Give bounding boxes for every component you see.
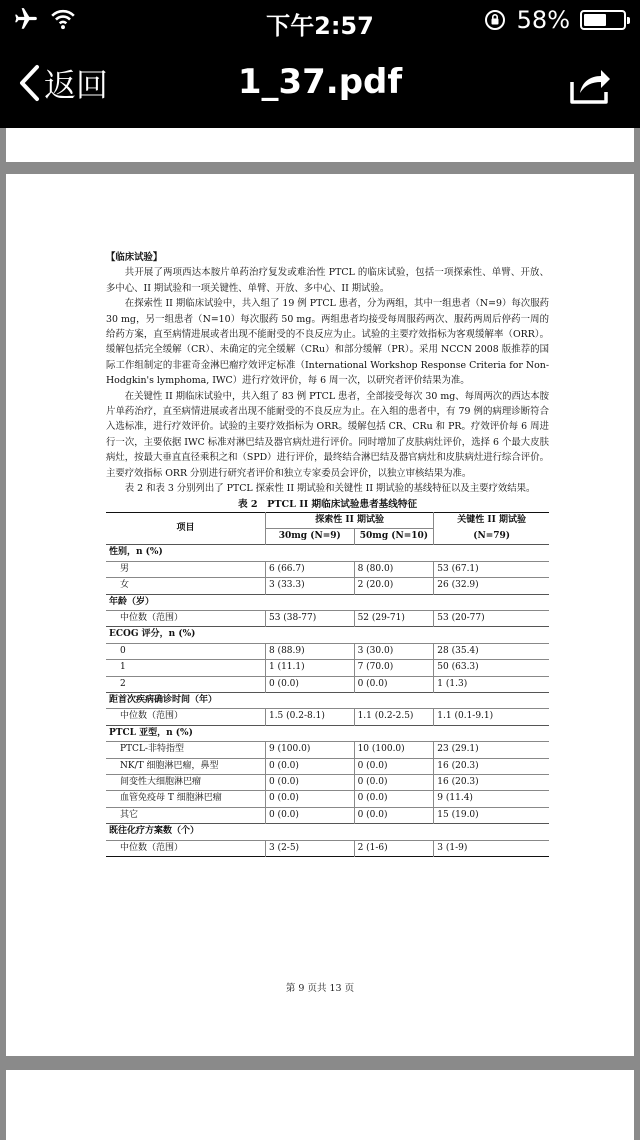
table-cell: NK/T 细胞淋巴瘤，鼻型 (106, 758, 265, 774)
section-title: PTCL 亚型，n (%) (106, 725, 549, 741)
table-cell: 6 (66.7) (265, 561, 354, 577)
table-cell: 1 (11.1) (265, 660, 354, 676)
table-cell: 53 (38-77) (265, 610, 354, 626)
table-cell: 女 (106, 578, 265, 594)
previous-page[interactable] (6, 128, 634, 162)
table-cell: 0 (0.0) (354, 775, 434, 791)
table-row (106, 807, 549, 823)
table-cell: 1.5 (0.2-8.1) (265, 709, 354, 725)
table-row (106, 775, 549, 791)
col-header-explore: 探索性 II 期试验 (265, 512, 433, 528)
table-row (106, 578, 549, 594)
col-header-key-n: (N=79) (434, 528, 549, 544)
table-row (106, 643, 549, 659)
status-bar (0, 0, 640, 40)
table-cell: 其它 (106, 807, 265, 823)
section-title: 距首次疾病确诊时间（年） (106, 692, 549, 708)
table-cell: 3 (1-9) (434, 840, 549, 856)
table-cell: 中位数（范围） (106, 709, 265, 725)
nav-bar (0, 40, 640, 128)
battery-icon (580, 10, 626, 30)
table-cell: 0 (0.0) (265, 791, 354, 807)
table-cell: 0 (0.0) (265, 775, 354, 791)
paragraph: 在探索性 II 期临床试验中，共入组了 19 例 PTCL 患者，分为两组，其中一组患者（N=9）每次服药 30 mg，另一组患者（N=10）每次服药 50 mg。两组患者均接受每周服药两次、服药两周后停药一周的给药方案，直至病情进展或者出现不能耐受的不良反应为止。试验的主要疗效指标为客观缓解率（ORR）。缓解包括完全缓解（CR）、未确定的完全缓解（CRu）和部分缓解（PR）。采用 NCCN 2008 版推荐的国际工作组制定的非霍奇金淋巴瘤疗效评定标准（International Workshop Response Criteria for Non-Hodgkin's lymphoma, IWC）进行疗效评价，每 6 周一次，以研究者评价结果为准。 (106, 298, 549, 387)
section-title: ECOG 评分，n (%) (106, 627, 549, 643)
table-cell: 3 (33.3) (265, 578, 354, 594)
table-cell: 50 (63.3) (434, 660, 549, 676)
section-heading: 【临床试验】 (106, 252, 163, 263)
page-footer: 第 9 页共 13 页 (285, 983, 355, 994)
pdf-page[interactable] (6, 174, 634, 1056)
battery-percent: 58% (516, 6, 570, 34)
paragraph: 在关键性 II 期临床试验中，共入组了 83 例 PTCL 患者，全部接受每次 30 mg、每周两次的西达本胺片单药治疗，直至病情进展或者出现不能耐受的不良反应为止。在入组的患者中，有 79 例的病理诊断符合入选标准，进行疗效评价。试验的主要疗效指标为 ORR。缓解包括 CR、CRu 和 PR。疗效评价每 6 周进行一次，主要依据 IWC 标准对淋巴结及器官病灶进行评价。同时增加了皮肤病灶评价，选择 6 个最大皮肤病灶，按最大垂直直径乘积之和（SPD）进行评价，最终结合淋巴结及器官病灶和皮肤病灶进行综合评价。主要疗效指标 ORR 分别进行研究者评价和独立专家委员会评价，以独立审核结果为准。 (106, 390, 549, 479)
table-section-row (106, 594, 549, 610)
table-cell: 52 (29-71) (354, 610, 434, 626)
table-cell: 9 (100.0) (265, 742, 354, 758)
table-caption: 表 2 PTCL II 期临床试验患者基线特征 (237, 498, 418, 510)
table-cell: 血管免疫母 T 细胞淋巴瘤 (106, 791, 265, 807)
share-icon[interactable] (568, 62, 612, 106)
table-cell: 0 (0.0) (265, 676, 354, 692)
col-header-item: 项目 (176, 522, 195, 533)
table-cell: 0 (0.0) (354, 676, 434, 692)
table-row (106, 676, 549, 692)
table-cell: 0 (0.0) (354, 807, 434, 823)
table-cell: 16 (20.3) (434, 775, 549, 791)
table-row (106, 791, 549, 807)
next-page[interactable] (6, 1070, 634, 1140)
table-cell: 0 (106, 643, 265, 659)
col-header-key: 关键性 II 期试验 (434, 512, 549, 528)
table-cell: 中位数（范围） (106, 840, 265, 856)
col-header-50mg: 50mg (N=10) (354, 528, 434, 544)
table-cell: 1 (106, 660, 265, 676)
table-cell: 0 (0.0) (354, 791, 434, 807)
table-cell: 8 (88.9) (265, 643, 354, 659)
rotation-lock-icon (483, 8, 507, 32)
table-cell: 男 (106, 561, 265, 577)
table-cell: 0 (0.0) (265, 807, 354, 823)
table-cell: 23 (29.1) (434, 742, 549, 758)
table-section-row (106, 692, 549, 708)
table-cell: 1.1 (0.1-9.1) (434, 709, 549, 725)
table-cell: 8 (80.0) (354, 561, 434, 577)
table-cell: PTCL-非特指型 (106, 742, 265, 758)
table-cell: 15 (19.0) (434, 807, 549, 823)
table-cell: 3 (2-5) (265, 840, 354, 856)
table-row (106, 660, 549, 676)
paragraph: 共开展了两项西达本胺片单药治疗复发或难治性 PTCL 的临床试验，包括一项探索性、单臂、开放、多中心、II 期试验和一项关键性、单臂、开放、多中心、II 期试验。 (106, 267, 549, 294)
table-section-row (106, 627, 549, 643)
table-cell: 2 (1-6) (354, 840, 434, 856)
table-cell: 0 (0.0) (354, 758, 434, 774)
table-cell: 2 (20.0) (354, 578, 434, 594)
table-row (106, 610, 549, 626)
table-section-row (106, 545, 549, 561)
table-row (106, 840, 549, 856)
table-cell: 0 (0.0) (265, 758, 354, 774)
table-row (106, 561, 549, 577)
table-cell: 1.1 (0.2-2.5) (354, 709, 434, 725)
col-header-30mg: 30mg (N=9) (265, 528, 354, 544)
table-cell: 3 (30.0) (354, 643, 434, 659)
table-cell: 16 (20.3) (434, 758, 549, 774)
section-title: 性别，n (%) (106, 545, 549, 561)
table-cell: 间变性大细胞淋巴瘤 (106, 775, 265, 791)
table-cell: 10 (100.0) (354, 742, 434, 758)
table-cell: 7 (70.0) (354, 660, 434, 676)
table-section-row (106, 824, 549, 840)
table-cell: 26 (32.9) (434, 578, 549, 594)
table-cell: 中位数（范围） (106, 610, 265, 626)
table-cell: 28 (35.4) (434, 643, 549, 659)
table-cell: 1 (1.3) (434, 676, 549, 692)
battery-fill (584, 14, 606, 26)
document-title: 1_37.pdf (237, 62, 403, 102)
table-row (106, 742, 549, 758)
table-cell: 2 (106, 676, 265, 692)
back-label: 返回 (44, 66, 109, 104)
table-row (106, 758, 549, 774)
table-section-row (106, 725, 549, 741)
section-title: 既往化疗方案数（个） (106, 824, 549, 840)
status-time: 下午2:57 (266, 12, 374, 40)
table-row (106, 709, 549, 725)
table-cell: 9 (11.4) (434, 791, 549, 807)
paragraph: 表 2 和表 3 分别列出了 PTCL 探索性 II 期试验和关键性 II 期试验的基线特征以及主要疗效结果。 (124, 483, 536, 495)
baseline-table (106, 512, 549, 858)
table-body (106, 545, 549, 857)
table-cell: 53 (67.1) (434, 561, 549, 577)
status-right (483, 6, 626, 34)
table-cell: 53 (20-77) (434, 610, 549, 626)
section-title: 年龄（岁） (106, 594, 549, 610)
page-content (106, 250, 549, 857)
